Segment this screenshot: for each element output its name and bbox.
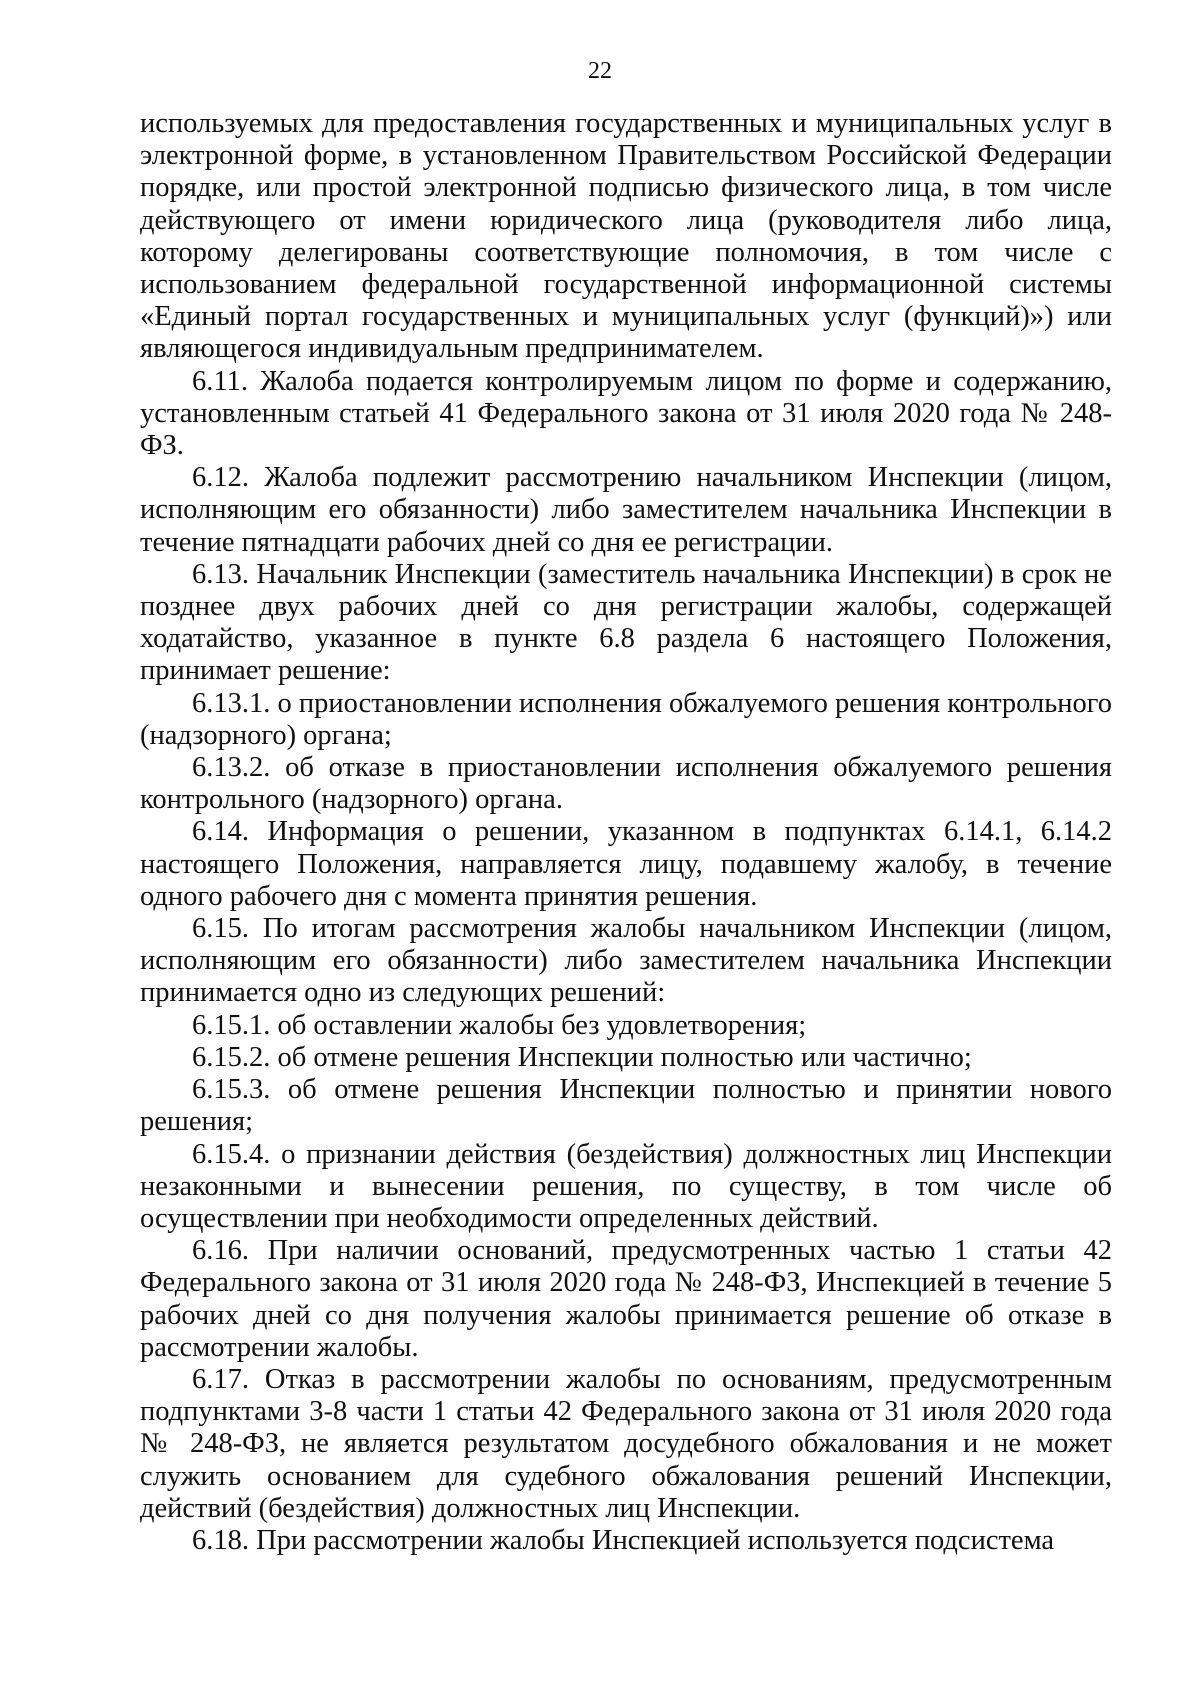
document-body bbox=[140, 108, 1112, 1557]
paragraph: 6.15.4. о признании действия (бездействия) должностных лиц Инспекции незаконными и вынесении решения, по существу, в том числе об осуществлении при необходимости определенных действий. bbox=[140, 1138, 1112, 1234]
paragraph: 6.13.1. о приостановлении исполнения обжалуемого решения контрольного (надзорного) органа; bbox=[140, 687, 1112, 751]
paragraph: 6.12. Жалоба подлежит рассмотрению начальником Инспекции (лицом, исполняющим его обязанности) либо заместителем начальника Инспекции в течение пятнадцати рабочих дней со дня ее регистрации. bbox=[140, 462, 1112, 558]
paragraph: 6.18. При рассмотрении жалобы Инспекцией используется подсистема bbox=[192, 1524, 1055, 1556]
paragraph: 6.14. Информация о решении, указанном в подпунктах 6.14.1, 6.14.2 настоящего Положения, направляется лицу, подавшему жалобу, в течение одного рабочего дня с момента принятия решения. bbox=[140, 816, 1112, 912]
paragraph: 6.11. Жалоба подается контролируемым лицом по форме и содержанию, установленным статьей 41 Федерального закона от 31 июля 2020 года № 248-ФЗ. bbox=[140, 365, 1112, 462]
paragraph: 6.16. При наличии оснований, предусмотренных частью 1 статьи 42 Федерального закона от 31 июля 2020 года № 248-ФЗ, Инспекцией в течение 5 рабочих дней со дня получения жалобы принимается решение об отказе в рассмотрении жалобы. bbox=[140, 1235, 1112, 1363]
paragraph: 6.17. Отказ в рассмотрении жалобы по основаниям, предусмотренным подпунктами 3-8 части 1 статьи 42 Федерального закона от 31 июля 2020 года № 248-ФЗ, не является результатом досудебного обжалования и не может служить основанием для судебного обжалования решений Инспекции, действий (бездействия) должностных лиц Инспекции. bbox=[140, 1363, 1112, 1524]
paragraph: 6.13. Начальник Инспекции (заместитель начальника Инспекции) в срок не позднее двух рабочих дней со дня регистрации жалобы, содержащей ходатайство, указанное в пункте 6.8 раздела 6 настоящего Положения, принимает решение: bbox=[140, 558, 1112, 687]
page-number: 22 bbox=[588, 58, 612, 84]
paragraph: 6.15. По итогам рассмотрения жалобы начальником Инспекции (лицом, исполняющим его обязанности) либо заместителем начальника Инспекции принимается одно из следующих решений: bbox=[140, 913, 1112, 1009]
paragraph: используемых для предоставления государственных и муниципальных услуг в электронной форме, в установленном Правительством Российской Федерации порядке, или простой электронной подписью физического лица, в том числе действующего от имени юридического лица (руководителя либо лица, которому делегированы соответствующие полномочия, в том числе с использованием федеральной государственной информационной системы «Единый портал государственных и муниципальных услуг (функций)») или являющегося индивидуальным предпринимателем. bbox=[140, 108, 1112, 365]
paragraph: 6.15.1. об оставлении жалобы без удовлетворения; bbox=[192, 1009, 807, 1041]
paragraph: 6.15.3. об отмене решения Инспекции полностью и принятии нового решения; bbox=[140, 1074, 1112, 1138]
paragraph: 6.15.2. об отмене решения Инспекции полностью или частично; bbox=[192, 1041, 972, 1073]
paragraph: 6.13.2. об отказе в приостановлении исполнения обжалуемого решения контрольного (надзорного) органа. bbox=[140, 752, 1112, 816]
